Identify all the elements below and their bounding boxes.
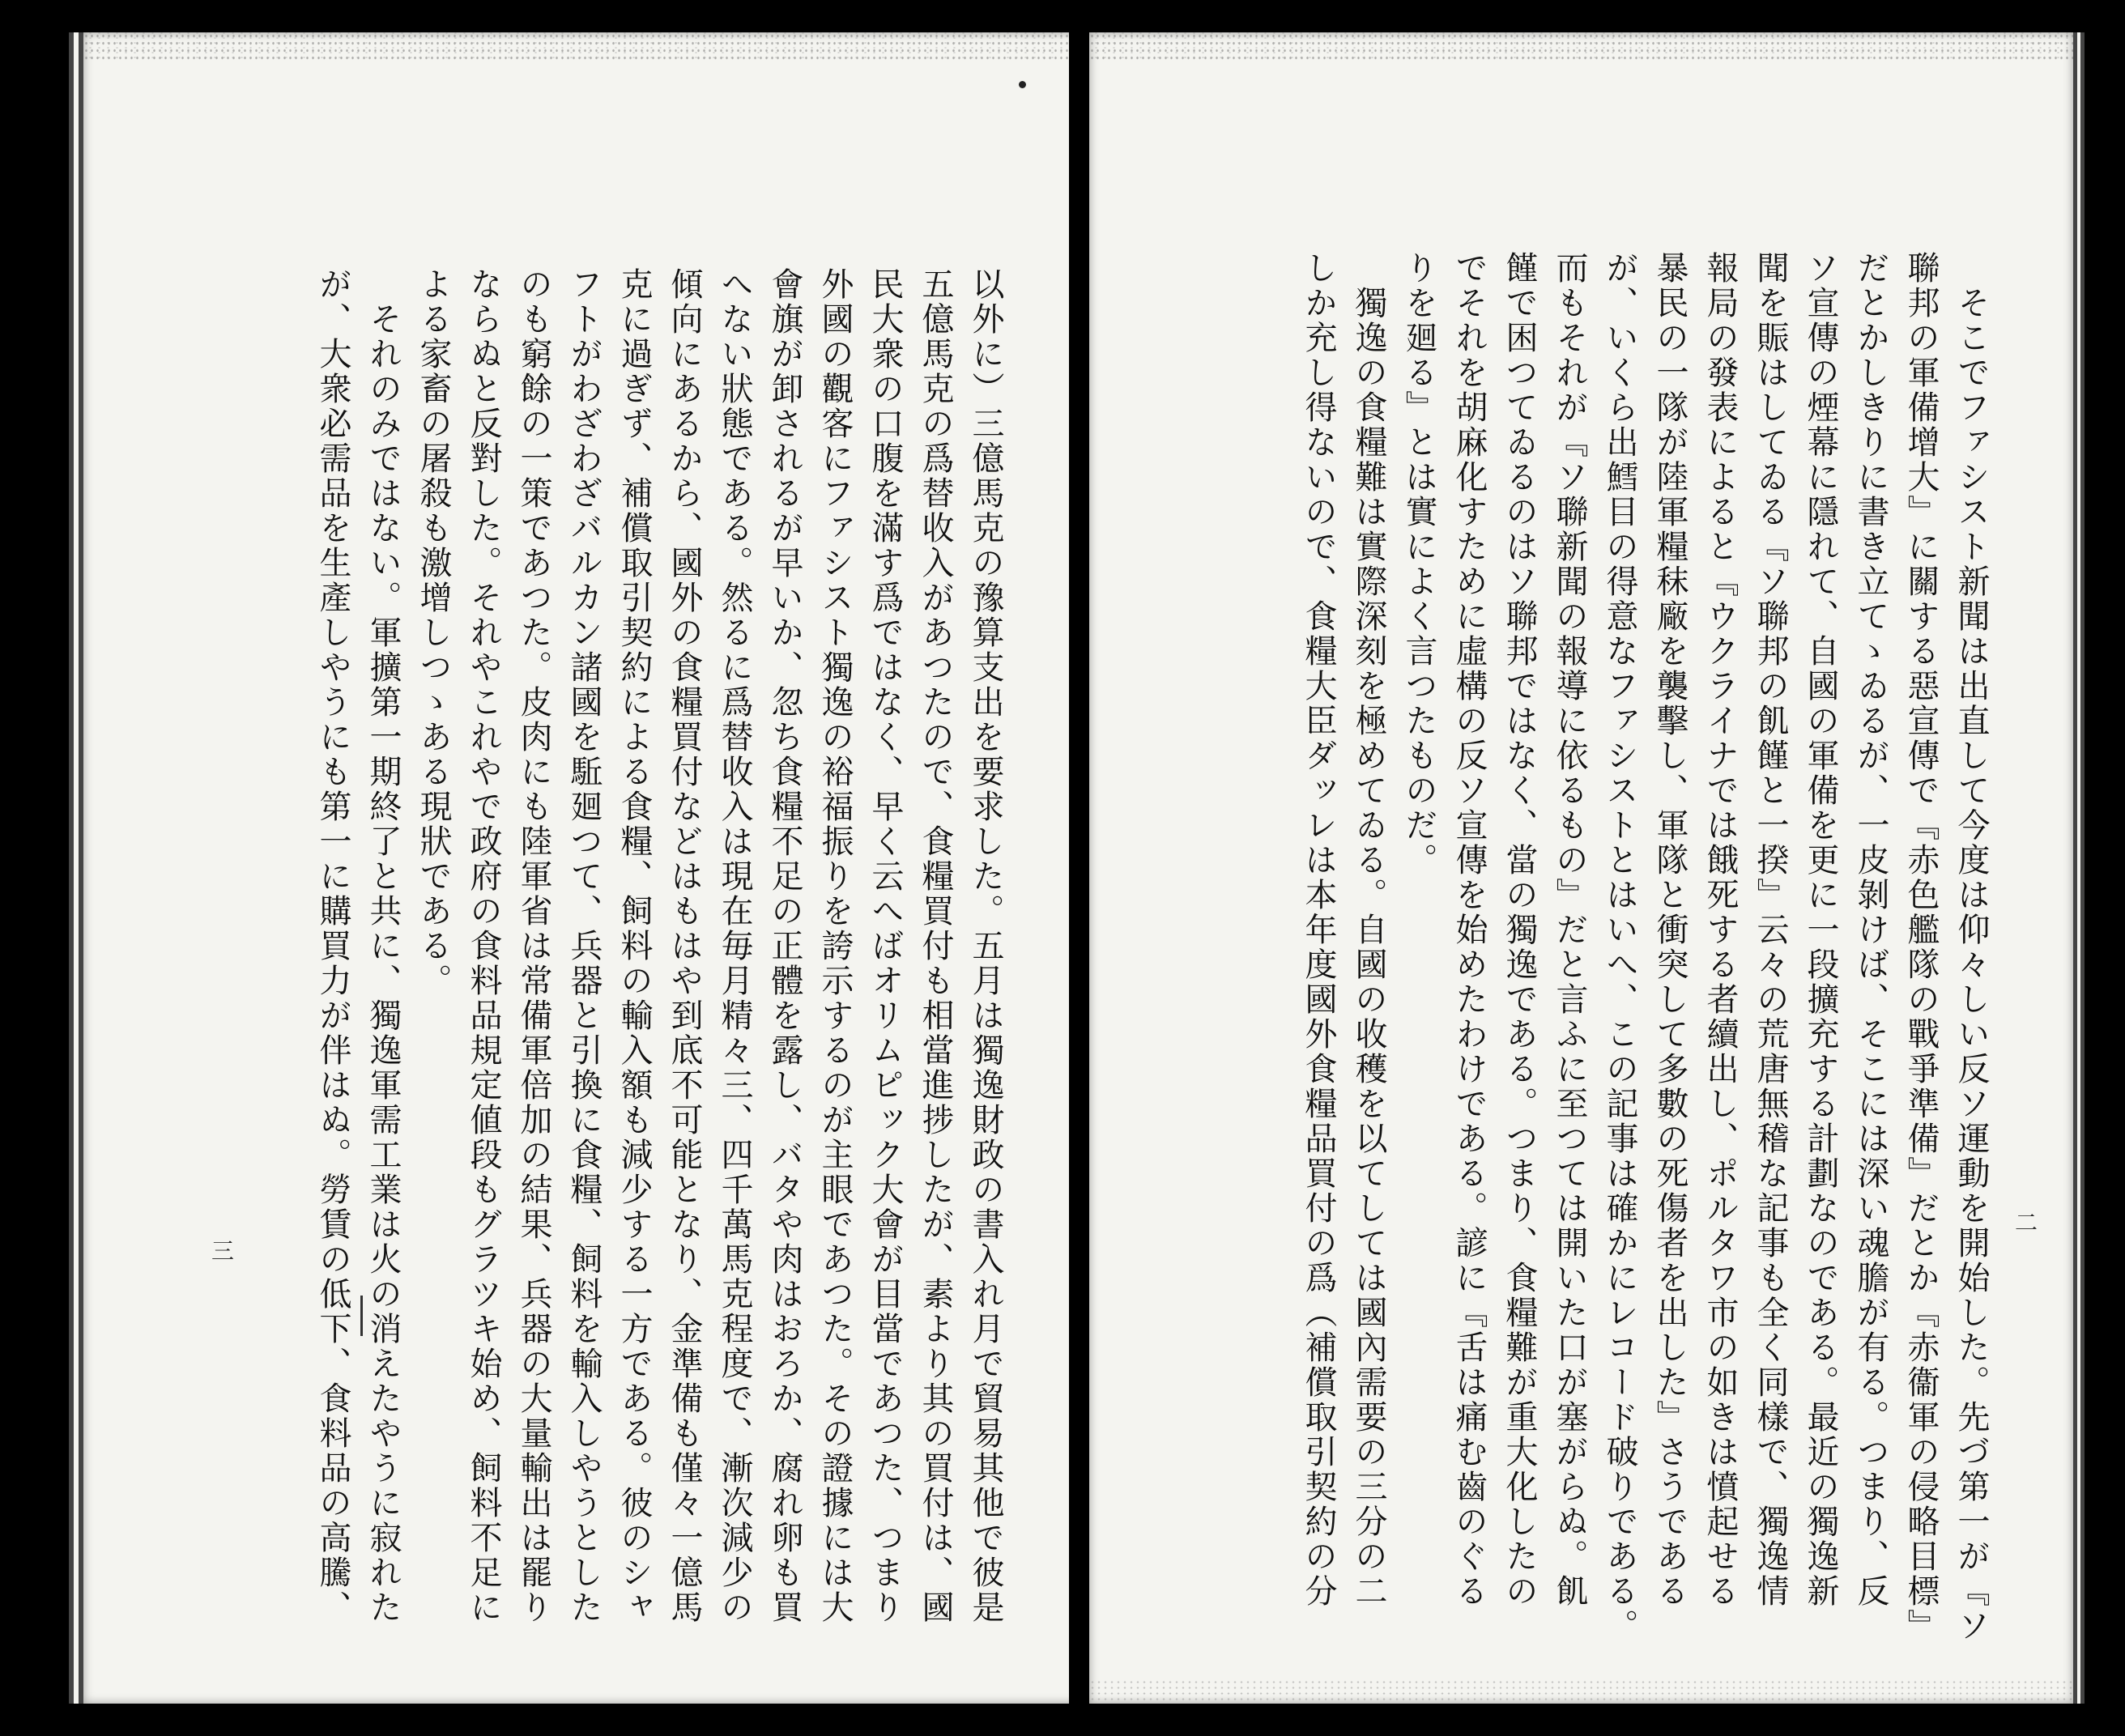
text-line: だとかしきりに書き立てゝゐるが、一皮剝けば、そこには深い魂膽が有る。つまり、反 — [1852, 251, 1889, 1609]
text-line: のも窮餘の一策であつた。皮肉にも陸軍省は常備軍倍加の結果、兵器の大量輸出は罷り — [515, 267, 552, 1625]
text-line: 民大衆の口腹を滿す爲ではなく、早く云へばオリムピック大會が目當であつた、つまり — [867, 267, 904, 1625]
text-line: 以外に）三億馬克の豫算支出を要求した。五月は獨逸財政の書入れ月で貿易其他で彼是 — [967, 267, 1004, 1625]
text-line: ならぬと反對した。それやこれやで政府の食料品規定値段もグラツキ始め、飼料不足に — [465, 267, 502, 1625]
ink-dot — [1019, 81, 1026, 88]
text-line: が、いくら出鱈目の得意なファシストとはいへ、この記事は確かにレコード破りである。 — [1601, 251, 1638, 1644]
text-line: それのみではない。軍擴第一期終了と共に、獨逸軍需工業は火の消えたやうに寂れた — [364, 267, 402, 1625]
text-line: 會旗が卸されるが早いか、忽ち食糧不足の正體を露し、バタや肉はおろか、腐れ卵も買 — [766, 267, 803, 1625]
text-line: 饉で困つてゐるのはソ聯邦ではなく、當の獨逸である。つまり、食糧難が重大化したの — [1501, 251, 1538, 1609]
text-line: が、大衆必需品を生產しやうにも第一に購買力が伴はぬ。勞賃の低下、食料品の高騰、 — [314, 267, 351, 1625]
book-gutter — [1069, 24, 1089, 1712]
left-page-text — [168, 267, 1011, 1660]
text-line: 獨逸の食糧難は實際深刻を極めてゐる。自國の收穫を以てしては國內需要の三分の二 — [1350, 251, 1387, 1609]
text-line: でそれを胡麻化すために虛構の反ソ宣傳を始めたわけである。諺に『舌は痛む齒のぐる — [1450, 251, 1488, 1609]
section-divider — [360, 1296, 363, 1336]
text-line: よる家畜の屠殺も激增しつゝある現狀である。 — [415, 267, 452, 998]
text-line: 聞を賑はしてゐる『ソ聯邦の飢饉と一揆』云々の荒唐無稽な記事も全く同樣で、獨逸情 — [1752, 251, 1789, 1609]
text-line: そこでファシスト新聞は出直して今度は仰々しい反ソ運動を開始した。先づ第一が『ソ — [1953, 251, 1990, 1644]
text-line: 傾向にあるから、國外の食糧買付などはもはや到底不可能となり、金準備も僅々一億馬 — [666, 267, 703, 1625]
text-line: ソ宣傳の煙幕に隱れて、自國の軍備を更に一段擴充する計劃なのである。最近の獨逸新 — [1802, 251, 1839, 1609]
page-number: 三 — [208, 1239, 235, 1262]
right-page — [1089, 32, 2085, 1704]
right-page-text — [1154, 251, 1996, 1660]
left-page — [69, 32, 1084, 1704]
text-line: へない狀態である。然るに爲替收入は現在毎月精々三、四千萬馬克程度で、漸次減少の — [716, 267, 753, 1625]
text-line: 聯邦の軍備增大』に關する惡宣傳で『赤色艦隊の戰爭準備』だとか『赤衞軍の侵略目標』 — [1902, 251, 1940, 1644]
text-line: りを廻る』とは實によく言つたものだ。 — [1400, 251, 1437, 878]
text-line: フトがわざわざバルカン諸國を駈廻つて、兵器と引換に食糧、飼料を輸入しやうとした — [565, 267, 603, 1625]
text-line: しか充し得ないので、食糧大臣ダッレは本年度國外食糧品買付の爲（補償取引契約の分 — [1300, 251, 1337, 1609]
page-number: 二 — [2012, 1211, 2038, 1233]
text-line: 外國の觀客にファシスト獨逸の裕福振りを誇示するのが主眼であつた。その證據には大 — [816, 267, 854, 1625]
text-line: 五億馬克の爲替收入があつたので、食糧買付も相當進捗したが、素より其の買付は、國 — [917, 267, 954, 1625]
text-line: 暴民の一隊が陸軍糧秣廠を襲擊し、軍隊と衝突して多數の死傷者を出した』さうである — [1651, 251, 1689, 1609]
text-line: 報局の發表によると『ウクライナでは餓死する者續出し、ポルタワ市の如きは憤起せる — [1701, 251, 1739, 1609]
text-line: 克に過ぎず、補償取引契約による食糧、飼料の輸入額も減少する一方である。彼のシャ — [615, 267, 653, 1625]
text-line: 而もそれが『ソ聯新聞の報導に依るもの』だと言ふに至つては開いた口が塞がらぬ。飢 — [1551, 251, 1588, 1609]
